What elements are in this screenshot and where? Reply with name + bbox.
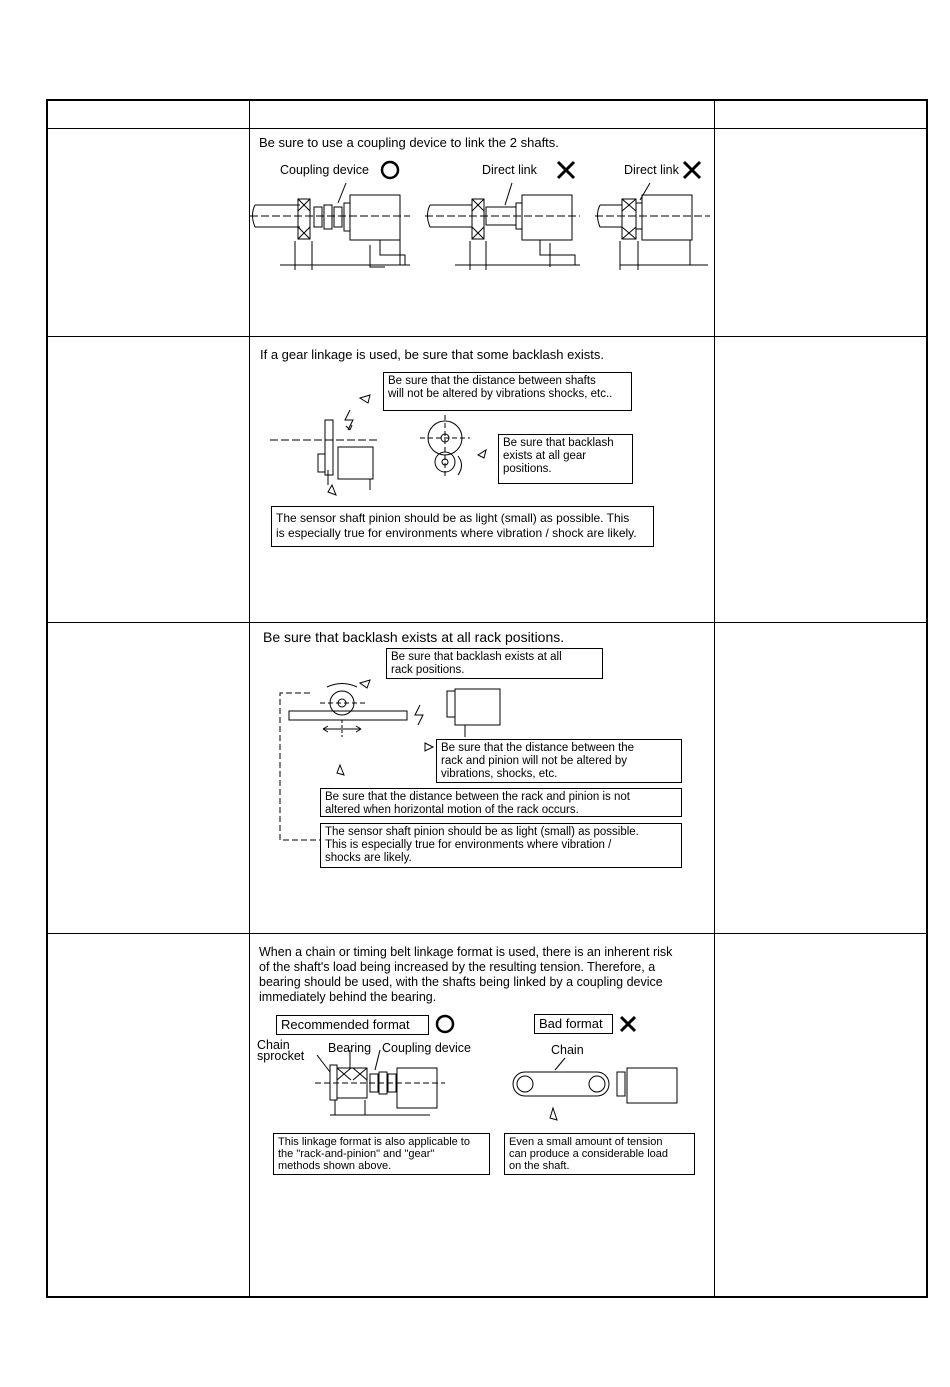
rack-diagram — [275, 675, 515, 845]
column-divider — [249, 101, 250, 1296]
note-line: shocks are likely. — [325, 852, 412, 864]
x-mark-icon — [621, 1017, 635, 1031]
note-line: methods shown above. — [278, 1160, 392, 1172]
note-line: Even a small amount of tension — [509, 1136, 663, 1148]
chain-paragraph-line: bearing should be used, with the shafts being linked by a coupling device — [259, 975, 663, 989]
label-line: Chain — [257, 1038, 290, 1052]
note-line: This linkage format is also applicable to — [278, 1136, 470, 1148]
note-line: will not be altered by vibrations shocks, etc.. — [388, 388, 613, 400]
note-line: rack and pinion will not be altered by — [441, 755, 628, 767]
note-line: This is especially true for environments where vibration / — [325, 839, 612, 851]
ok-mark-icon — [382, 162, 398, 178]
gear-title: If a gear linkage is used, be sure that some backlash exists. — [260, 347, 604, 362]
note-linkage-applicable — [273, 1133, 490, 1175]
bearing-label: Bearing — [328, 1041, 372, 1055]
note-line: altered when horizontal motion of the rack occurs. — [325, 804, 579, 816]
coupling-device-label-2: Coupling device — [382, 1041, 471, 1055]
note-line: Be sure that backlash — [503, 437, 614, 449]
chain-paragraph-line: When a chain or timing belt linkage format is used, there is an inherent risk — [259, 945, 673, 959]
note-line: the "rack-and-pinion" and "gear" — [278, 1148, 435, 1160]
note-pinion-light — [271, 506, 654, 547]
note-line: The sensor shaft pinion should be as light (small) as possible. — [325, 826, 639, 838]
note-line: Be sure that the distance between the — [441, 742, 635, 754]
coupling-diagram — [250, 155, 710, 275]
note-line: is especially true for environments where vibration / shock are likely. — [276, 526, 637, 540]
chain-diagram — [255, 1010, 695, 1130]
note-line: Be sure that the distance between shafts — [388, 375, 596, 387]
chain-label: Chain — [551, 1043, 584, 1057]
row-divider — [48, 622, 926, 623]
x-mark-icon — [558, 162, 574, 178]
column-divider — [714, 101, 715, 1296]
note-line: rack positions. — [391, 664, 465, 676]
note-line: exists at all gear — [503, 450, 587, 462]
note-line: on the shaft. — [509, 1160, 570, 1172]
direct-link-label-1: Direct link — [482, 163, 537, 177]
chain-paragraph-line: immediately behind the bearing. — [259, 990, 437, 1004]
note-line: positions. — [503, 463, 552, 475]
bad-format-label: Bad format — [534, 1014, 613, 1034]
coupling-device-label: Coupling device — [280, 163, 369, 177]
note-line: The sensor shaft pinion should be as light (small) as possible. This — [276, 511, 630, 525]
ok-mark-icon — [437, 1016, 453, 1032]
label-line: sprocket — [257, 1049, 305, 1063]
rack-title: Be sure that backlash exists at all rack positions. — [263, 629, 565, 645]
note-tension — [504, 1133, 695, 1175]
recommended-format-label: Recommended format — [276, 1015, 429, 1035]
gear-diagram — [270, 390, 510, 500]
chain-paragraph-line: of the shaft's load being increased by the resulting tension. Therefore, a — [259, 960, 656, 974]
note-line: can produce a considerable load — [509, 1148, 669, 1160]
note-line: Be sure that backlash exists at all — [391, 651, 562, 663]
row-divider — [48, 336, 926, 337]
header-divider — [48, 128, 926, 129]
note-line: Be sure that the distance between the rack and pinion is not — [325, 791, 630, 803]
note-gear-backlash — [498, 434, 633, 484]
note-line: vibrations, shocks, etc. — [441, 768, 558, 780]
coupling-title: Be sure to use a coupling device to link the 2 shafts. — [259, 135, 559, 150]
x-mark-icon — [684, 162, 700, 178]
direct-link-label-2: Direct link — [624, 163, 679, 177]
row-divider — [48, 933, 926, 934]
